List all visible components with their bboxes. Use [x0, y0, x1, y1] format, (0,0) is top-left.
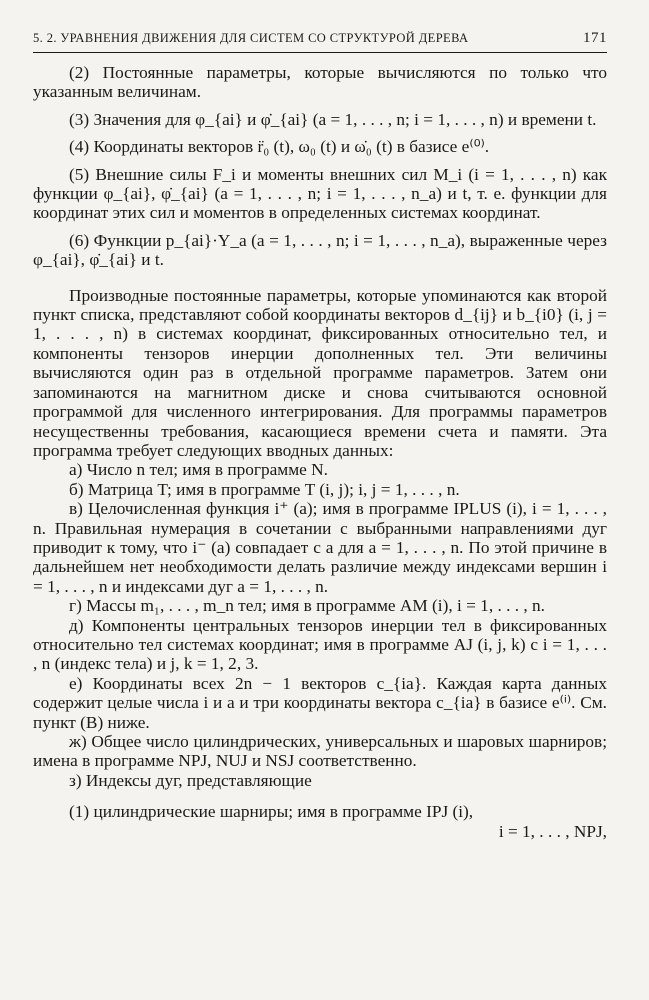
sub-item-1-range: i = 1, . . . , NPJ, [498, 821, 607, 841]
running-title: 5. 2. УРАВНЕНИЯ ДВИЖЕНИЯ ДЛЯ СИСТЕМ СО СТРУКТУРОЙ ДЕРЕВА [33, 31, 469, 45]
sub-item-1: (1) цилиндрические шарниры; имя в программе IPJ (i), [69, 802, 474, 822]
input-item-b: б) Матрица T; имя в программе T (i, j); i, j = 1, . . . , n. [69, 479, 460, 499]
book-page [33, 30, 607, 841]
input-item-z: з) Индексы дуг, представляющие [69, 770, 312, 790]
page-body [33, 63, 607, 841]
input-item-zh: ж) Общее число цилиндрических, универсальных и шаровых шарниров; имена в программе NPJ, NUJ и NSJ соответственно. [33, 732, 607, 771]
running-header [33, 30, 607, 53]
paragraph-derived-parameters: Производные постоянные параметры, которые упоминаются как второй пункт списка, представляют собой координаты векторов d_{ij} и b_{i0} (i, j = 1, . . . , n) в системах координат, фиксированных относительно тел, и компоненты тензоров инерции дополненных тел. Эти величины вычисляются один раз в отдельной программе параметров. Затем они запоминаются на магнитном диске и снова считываются основной программой для численного интегрирования. Для программы параметров несущественны требования, касающиеся времени счета и памяти. Эта программа требует следующих вводных данных: [33, 285, 607, 460]
page-number: 171 [583, 30, 607, 46]
input-item-g: г) Массы m₁, . . . , m_n тел; имя в программе AM (i), i = 1, . . . , n. [69, 596, 545, 616]
input-item-a: а) Число n тел; имя в программе N. [69, 460, 328, 480]
list-item-2: (2) Постоянные параметры, которые вычисляются по только что указанным величинам. [33, 63, 607, 102]
input-item-v: в) Целочисленная функция i⁺ (a); имя в программе IPLUS (i), i = 1, . . . , n. Правильная нумерация в сочетании с выбранными направлениями дуг приводит к тому, что i⁻ (a) совпадает с a для a = 1, . . . , n. По этой причине в дальнейшем нет необходимости делать различие между индексами вершин i = 1, . . . , n и индексами дуг a = 1, . . . , n. [33, 499, 607, 596]
input-item-e: е) Координаты всех 2n − 1 векторов c_{ia}. Каждая карта данных содержит целые числа i и a и три координаты вектора c_{ia} в базисе e⁽ⁱ⁾. См. пункт (В) ниже. [33, 673, 607, 732]
list-item-3: (3) Значения для φ_{ai} и φ̇_{ai} (a = 1, . . . , n; i = 1, . . . , n) и времени t. [69, 109, 597, 129]
input-item-d: д) Компоненты центральных тензоров инерции тел в фиксированных относительно тел системах координат; имя в программе AJ (i, j, k) с i = 1, . . . , n (индекс тела) и j, k = 1, 2, 3. [33, 615, 607, 674]
list-item-6: (6) Функции p_{ai}·Y_a (a = 1, . . . , n; i = 1, . . . , n_a), выраженные через φ_{ai}, φ̇_{ai} и t. [33, 230, 607, 270]
list-item-5: (5) Внешние силы F_i и моменты внешних сил M_i (i = 1, . . . , n) как функции φ_{ai}, φ̇_{ai} (a = 1, . . . , n; i = 1, . . . , n_a) и t, т. е. функции для координат этих сил и моментов в определенных системах координат. [33, 164, 607, 223]
list-item-4: (4) Координаты векторов r̈₀ (t), ω₀ (t) и ω̇₀ (t) в базисе e⁽⁰⁾. [69, 137, 490, 157]
